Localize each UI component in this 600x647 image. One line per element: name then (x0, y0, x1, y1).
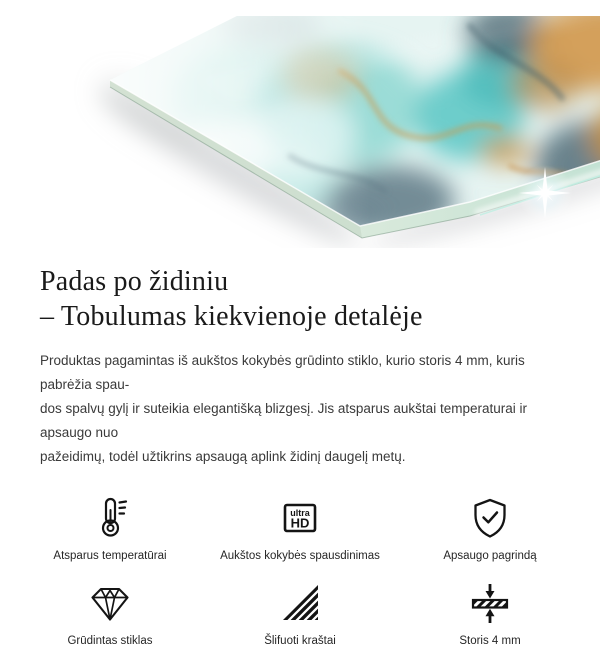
feature-tempered-glass (15, 580, 205, 647)
ultra-hd-icon (278, 495, 322, 541)
intro-line: Produktas pagamintas iš aukštos kokybės grūdinto stiklo, kurio storis 4 mm, kuris pabrėžia spau- (40, 353, 525, 392)
feature-polished-edges (205, 580, 395, 647)
svg-text:ultra: ultra (290, 508, 310, 518)
feature-label: Aukštos kokybės spausdinimas (220, 550, 380, 562)
thermometer-icon (88, 495, 132, 541)
feature-label: Grūdintas stiklas (67, 635, 153, 647)
feature-protects-base (395, 495, 585, 562)
page-title-line2: – Tobulumas kiekvienoje detalėje (40, 301, 423, 332)
feature-label: Atsparus temperatūrai (53, 550, 167, 562)
feature-grid (15, 495, 600, 647)
svg-text:HD: HD (290, 515, 310, 531)
polished-edges-icon (278, 580, 322, 626)
page-title (40, 264, 560, 334)
intro-line: dos spalvų gylį ir suteikia elegantišką blizgesį. Jis atsparus aukštai temperaturai ir apsaugo nuo (40, 401, 527, 440)
page-title-line1: Padas po židiniu (40, 266, 229, 297)
feature-heat-resistant (15, 495, 205, 562)
glass-panel-photo (40, 16, 600, 248)
sparkle-icon (517, 165, 573, 221)
feature-thickness (395, 580, 585, 647)
intro-line: pažeidimų, todėl užtikrins apsaugą aplink židinį daugelį metų. (40, 449, 406, 464)
shield-check-icon (468, 495, 512, 541)
feature-label: Storis 4 mm (459, 635, 521, 647)
intro-paragraph (40, 349, 564, 469)
feature-label: Šlifuoti kraštai (264, 635, 336, 647)
diamond-icon (88, 580, 132, 626)
thickness-icon (468, 580, 512, 626)
hero-product-image (40, 16, 600, 248)
feature-print-quality (205, 495, 395, 562)
feature-label: Apsaugo pagrindą (443, 550, 537, 562)
